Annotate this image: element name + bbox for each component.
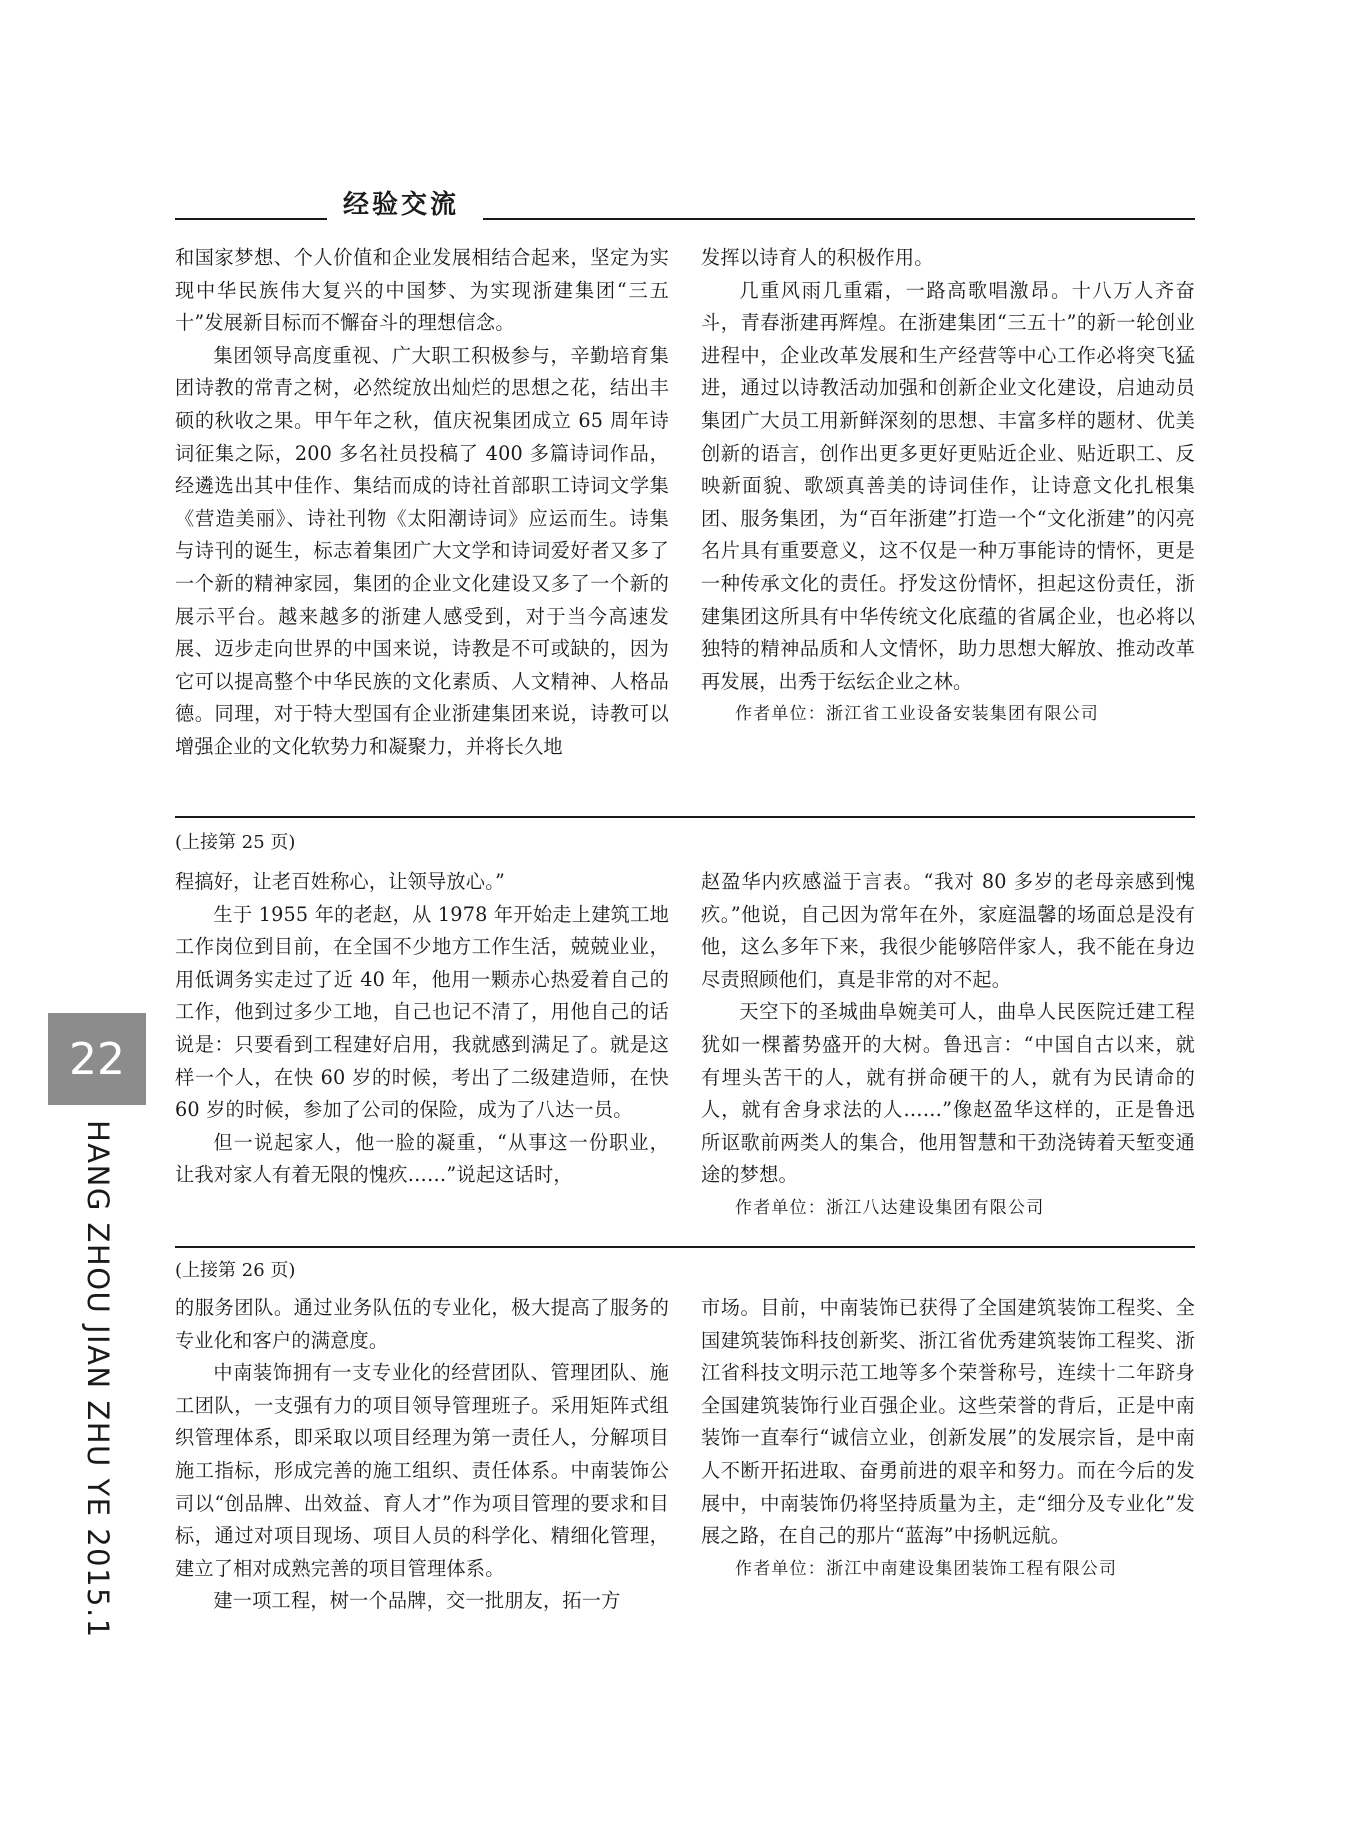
paragraph: 赵盈华内疚感溢于言表。“我对 80 多岁的老母亲感到愧疚。”他说，自己因为常年在外，家庭温馨的场面总是没有他，这么多年下来，我很少能够陪伴家人，我不能在身边尽责照顾他们，真是非常的对不起。	[701, 870, 1195, 991]
paragraph: 集团领导高度重视、广大职工积极参与，辛勤培育集团诗教的常青之树，必然绽放出灿烂的思想之花，结出丰硕的秋收之果。甲午年之秋，值庆祝集团成立 65 周年诗词征集之际，200 多名社员投稿了 400 多篇诗词作品，经遴选出其中佳作、集结而成的诗社首部职工诗词文学集《营造美丽》、诗社刊物《太阳潮诗词》应运而生。诗集与诗刊的诞生，标志着集团广大文学和诗词爱好者又多了一个新的精神家园，集团的企业文化建设又多了一个新的展示平台。越来越多的浙建人感受到，对于当今高速发展、迈步走向世界的中国来说，诗教是不可或缺的，因为它可以提高整个中华民族的文化素质、人文精神、人格品德。同理，对于特大型国有企业浙建集团来说，诗教可以增强企业的文化软势力和凝聚力，并将长久地	[175, 343, 669, 758]
paragraph: 几重风雨几重霜，一路高歌唱激昂。十八万人齐奋斗，青春浙建再辉煌。在浙建集团“三五十”的新一轮创业进程中，企业改革发展和生产经营等中心工作必将突飞猛进，通过以诗教活动加强和创新企业文化建设，启迪动员集团广大员工用新鲜深刻的思想、丰富多样的题材、优美创新的语言，创作出更多更好更贴近企业、贴近职工、反映新面貌、歌颂真善美的诗词佳作，让诗意文化扎根集团、服务集团，为“百年浙建”打造一个“文化浙建”的闪亮名片具有重要意义，这不仅是一种万事能诗的情怀，更是一种传承文化的责任。抒发这份情怀，担起这份责任，浙建集团这所具有中华传统文化底蕴的省属企业，也必将以独特的精神品质和人文情怀，助力思想大解放、推动改革再发展，出秀于纭纭企业之林。	[701, 278, 1195, 693]
left-column	[175, 866, 669, 1192]
header-rule-right	[483, 218, 1195, 220]
paragraph: 发挥以诗育人的积极作用。	[701, 246, 934, 269]
journal-name-vertical: HANG ZHOU JIAN ZHU YE 2015.1	[81, 1120, 115, 1639]
column-title: 经验交流	[343, 190, 460, 220]
paragraph: 生于 1955 年的老赵，从 1978 年开始走上建筑工地工作岗位到目前，在全国不少地方工作生活，兢兢业业，用低调务实走过了近 40 年，他用一颗赤心热爱着自己的工作，他到过多少工地，自己也记不清了，用他自己的话说是：只要看到工程建好启用，我就感到满足了。就是这样一个人，在快 60 岁的时候，考出了二级建造师，在快 60 岁的时候，参加了公司的保险，成为了八达一员。	[175, 902, 669, 1122]
paragraph: 市场。目前，中南装饰已获得了全国建筑装饰工程奖、全国建筑装饰科技创新奖、浙江省优秀建筑装饰工程奖、浙江省科技文明示范工地等多个荣誉称号，连续十二年跻身全国建筑装饰行业百强企业。这些荣誉的背后，正是中南装饰一直奉行“诚信立业，创新发展”的发展宗旨，是中南人不断开拓进取、奋勇前进的艰辛和努力。而在今后的发展中，中南装饰仍将坚持质量为主，走“细分及专业化”发展之路，在自己的那片“蓝海”中扬帆远航。	[701, 1296, 1195, 1548]
paragraph: 天空下的圣城曲阜婉美可人，曲阜人民医院迁建工程犹如一棵蓄势盛开的大树。鲁迅言：“中国自古以来，就有埋头苦干的人，就有拼命硬干的人，就有为民请命的人，就有舍身求法的人……”像赵盈华这样的，正是鲁迅所讴歌前两类人的集合，他用智慧和干劲浇铸着天堑变通途的梦想。	[701, 1000, 1195, 1187]
continued-from-note: (上接第 26 页)	[175, 1260, 296, 1281]
section-divider	[175, 816, 1195, 818]
left-column	[175, 1292, 669, 1618]
right-column	[701, 866, 1195, 1225]
right-column	[701, 242, 1195, 731]
paragraph: 和国家梦想、个人价值和企业发展相结合起来，坚定为实现中华民族伟大复兴的中国梦、为实现浙建集团“三五十”发展新目标而不懈奋斗的理想信念。	[175, 246, 669, 335]
header-rule-left	[175, 218, 327, 220]
paragraph: 中南装饰拥有一支专业化的经营团队、管理团队、施工团队，一支强有力的项目领导管理班子。采用矩阵式组织管理体系，即采取以项目经理为第一责任人，分解项目施工指标，形成完善的施工组织、责任体系。中南装饰公司以“创品牌、出效益、育人才”作为项目管理的要求和目标，通过对项目现场、项目人员的科学化、精细化管理，建立了相对成熟完善的项目管理体系。	[175, 1361, 669, 1580]
section-divider	[175, 1246, 1195, 1248]
paragraph: 但一说起家人，他一脸的凝重，“从事这一份职业，让我对家人有着无限的愧疚……”说起这话时，	[175, 1130, 669, 1187]
author-affiliation: 作者单位：浙江八达建设集团有限公司	[735, 1197, 1045, 1218]
paragraph: 建一项工程，树一个品牌，交一批朋友，拓一方	[213, 1589, 621, 1613]
section-header	[175, 184, 1195, 224]
paragraph: 的服务团队。通过业务队伍的专业化，极大提高了服务的专业化和客户的满意度。	[175, 1296, 669, 1352]
article-ending-1	[175, 242, 1195, 812]
author-affiliation: 作者单位：浙江省工业设备安装集团有限公司	[735, 704, 1099, 725]
right-column	[701, 1292, 1195, 1585]
page-number-box	[48, 1013, 146, 1105]
left-column	[175, 242, 669, 764]
page-number: 22	[69, 1033, 125, 1085]
continued-from-note: (上接第 25 页)	[175, 832, 296, 853]
paragraph: 程搞好，让老百姓称心，让领导放心。”	[175, 870, 505, 893]
article-ending-2	[175, 866, 1195, 1238]
article-ending-3	[175, 1292, 1195, 1682]
author-affiliation: 作者单位：浙江中南建设集团装饰工程有限公司	[735, 1558, 1118, 1579]
